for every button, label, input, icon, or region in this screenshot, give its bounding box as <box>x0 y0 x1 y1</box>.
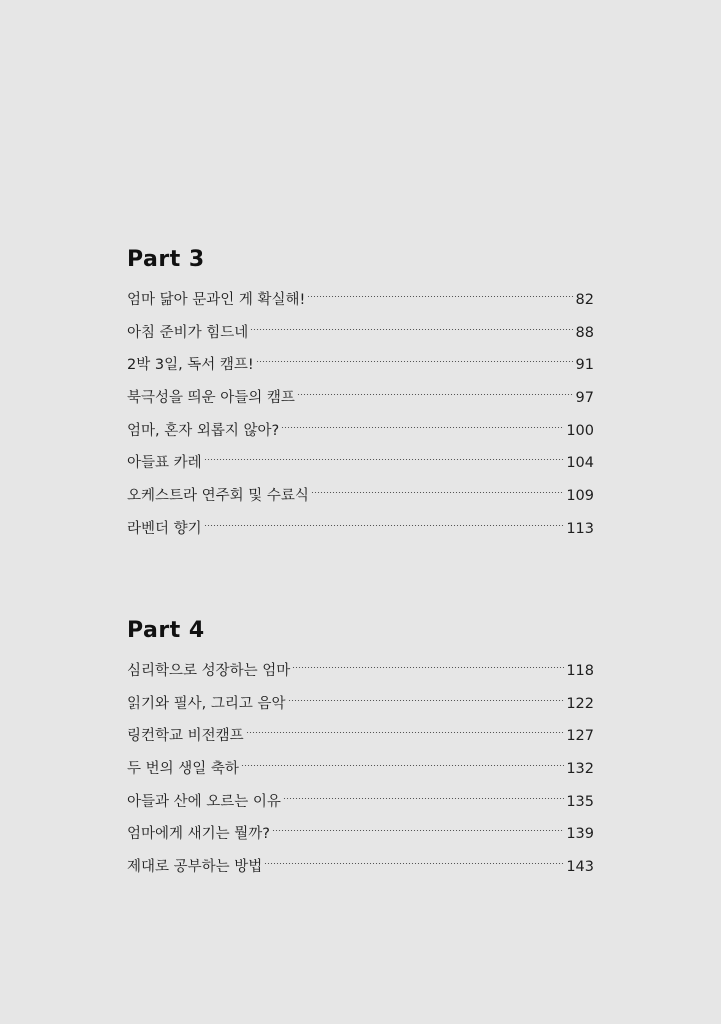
toc-entry-page: 132 <box>566 761 594 778</box>
dot-leader <box>272 830 564 831</box>
dot-leader <box>250 329 573 330</box>
dot-leader <box>204 459 565 460</box>
toc-entry <box>127 513 594 546</box>
toc-entry-page: 82 <box>575 292 594 308</box>
toc-entry-title: 아들과 산에 오르는 이유 <box>127 793 281 810</box>
toc-entry <box>127 818 594 851</box>
section-heading: Part 4 <box>127 618 205 643</box>
toc-entry-page: 127 <box>566 728 594 745</box>
dot-leader <box>311 492 564 493</box>
toc-entry-page: 91 <box>575 357 594 374</box>
toc-entry-title: 2박 3일, 독서 캠프! <box>127 357 254 374</box>
toc-entry <box>127 349 594 382</box>
toc-entry <box>127 688 594 721</box>
toc-list <box>127 655 594 884</box>
toc-entry-page: 122 <box>566 695 594 712</box>
toc-list <box>127 284 594 546</box>
toc-entry-page: 135 <box>566 793 594 810</box>
dot-leader <box>307 296 573 297</box>
dot-leader <box>297 394 574 395</box>
toc-entry <box>127 317 594 350</box>
toc-entry-title: 라벤더 향기 <box>127 520 202 537</box>
toc-entry <box>127 720 594 753</box>
dot-leader <box>241 765 564 766</box>
toc-entry-page: 109 <box>566 488 594 505</box>
dot-leader <box>283 798 564 799</box>
dot-leader <box>288 700 565 701</box>
dot-leader <box>246 732 565 733</box>
toc-entry <box>127 382 594 415</box>
toc-entry <box>127 447 594 480</box>
toc-entry <box>127 480 594 513</box>
toc-section-part-3 <box>127 245 594 546</box>
dot-leader <box>204 525 565 526</box>
toc-entry-title: 링컨학교 비전캠프 <box>127 728 244 745</box>
section-heading: Part 3 <box>127 247 205 272</box>
dot-leader <box>264 863 564 864</box>
toc-entry <box>127 415 594 448</box>
toc-entry <box>127 655 594 688</box>
toc-entry-title: 아침 준비가 힘드네 <box>127 324 249 341</box>
toc-entry-page: 104 <box>566 455 594 472</box>
toc-entry-title: 엄마, 혼자 외롭지 않아? <box>127 422 280 439</box>
toc-entry-title: 오케스트라 연주회 및 수료식 <box>127 488 309 505</box>
toc-entry-page: 113 <box>566 520 594 537</box>
toc-entry-title: 아들표 카레 <box>127 455 202 472</box>
toc-entry-page: 100 <box>566 422 594 439</box>
toc-entry-title: 엄마에게 새기는 뭘까? <box>127 826 270 843</box>
toc-entry-title: 두 번의 생일 축하 <box>127 761 239 778</box>
toc-entry-title: 심리학으로 성장하는 엄마 <box>127 663 291 679</box>
toc-entry <box>127 786 594 819</box>
dot-leader <box>256 361 574 362</box>
toc-entry <box>127 753 594 786</box>
toc-entry <box>127 851 594 884</box>
toc-entry-title: 북극성을 띄운 아들의 캠프 <box>127 390 295 407</box>
toc-entry-page: 118 <box>566 663 594 679</box>
toc-entry-page: 88 <box>575 324 594 341</box>
toc-section-part-4 <box>127 616 594 884</box>
toc-entry-title: 엄마 닮아 문과인 게 확실해! <box>127 292 306 308</box>
toc-entry-title: 읽기와 필사, 그리고 음악 <box>127 695 286 712</box>
toc-entry-title: 제대로 공부하는 방법 <box>127 859 263 876</box>
dot-leader <box>292 667 564 668</box>
toc-entry-page: 139 <box>566 826 594 843</box>
toc-entry-page: 143 <box>566 859 594 876</box>
dot-leader <box>281 427 564 428</box>
toc-entry-page: 97 <box>575 390 594 407</box>
toc-entry <box>127 284 594 317</box>
